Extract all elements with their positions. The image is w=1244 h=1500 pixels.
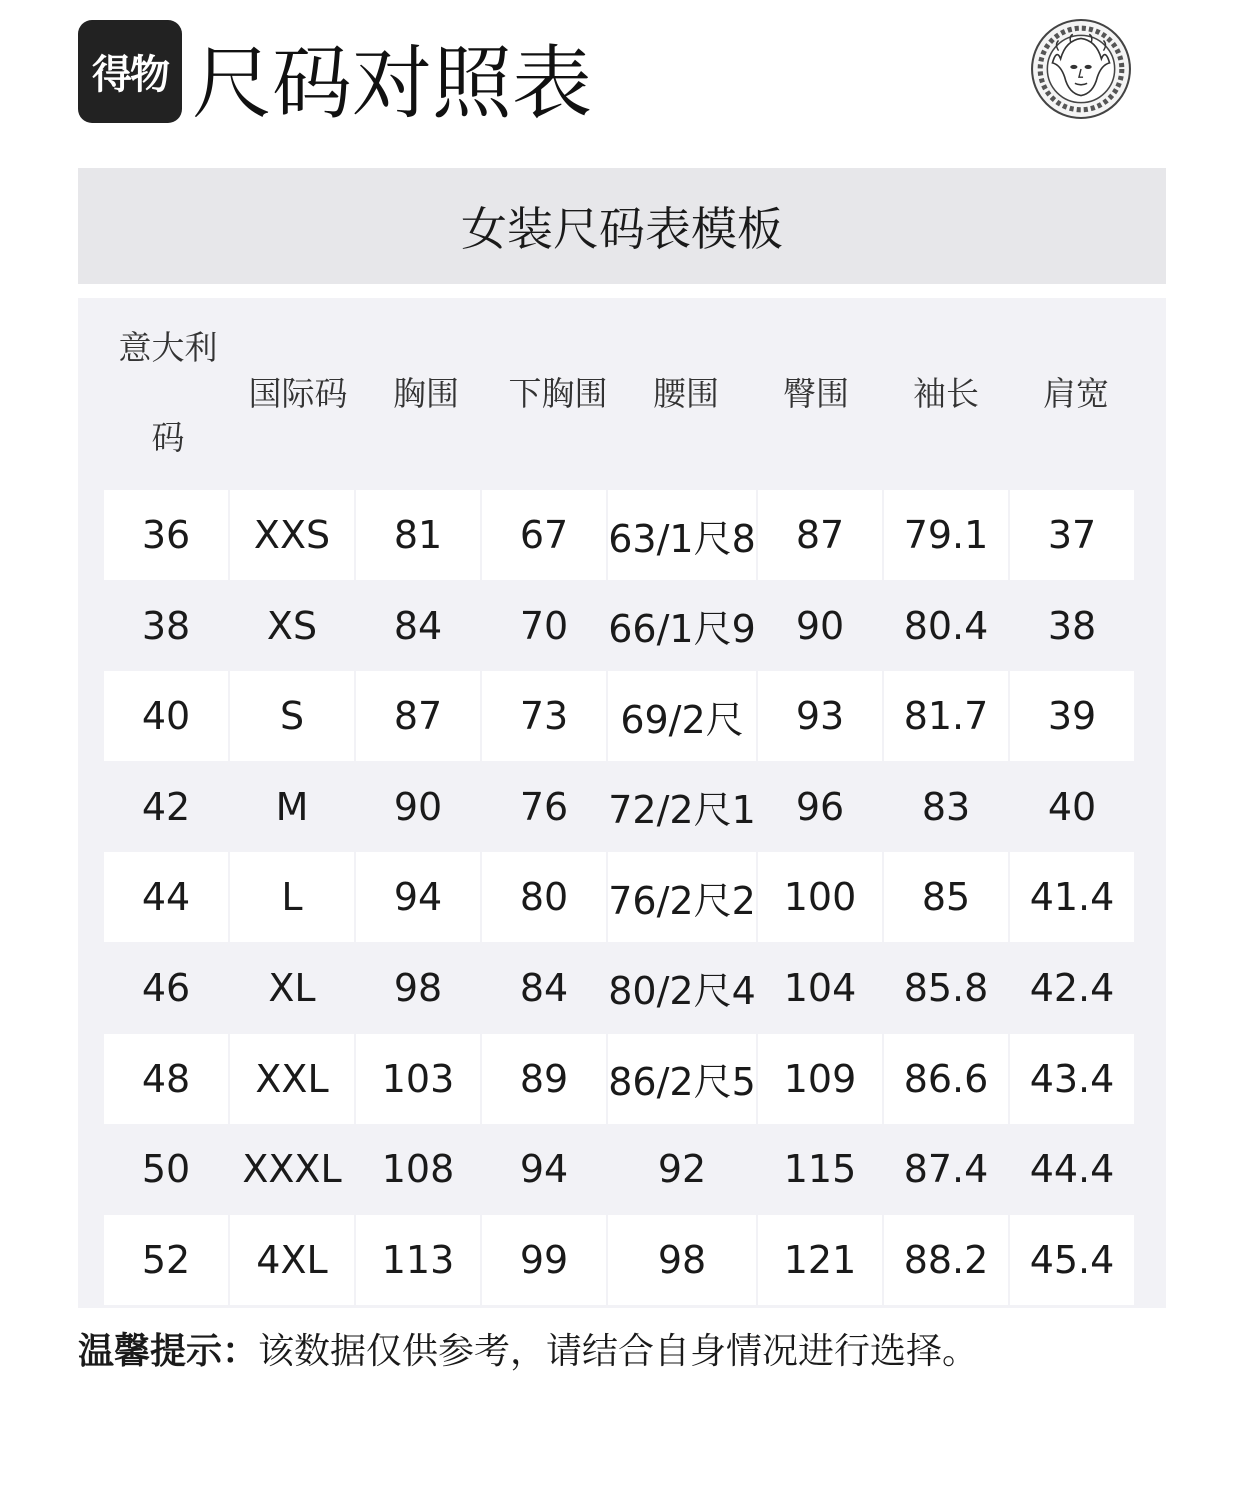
cell-underbust: 76: [519, 784, 569, 829]
cell-italian: 44: [104, 852, 228, 942]
cell-waist: 72/2尺1: [608, 788, 756, 833]
cell-bust: 94: [356, 852, 480, 942]
cell-sleeve: 88.2: [884, 1215, 1008, 1305]
cell-intl: XL: [268, 965, 316, 1010]
cell-shoulder: 42.4: [1029, 965, 1115, 1010]
cell-hip: 104: [783, 965, 857, 1010]
cell-italian: 38: [141, 603, 191, 648]
table-row: [104, 1124, 1138, 1214]
cell-shoulder: 40: [1047, 784, 1097, 829]
cell-hip: 109: [758, 1034, 882, 1124]
table-body: [104, 490, 1138, 1305]
cell-underbust: 73: [482, 671, 606, 761]
medusa-logo-icon: [1030, 18, 1132, 120]
cell-underbust: 67: [482, 490, 606, 580]
cell-italian: 36: [104, 490, 228, 580]
subtitle-bar: [78, 168, 1166, 284]
cell-underbust: 70: [519, 603, 569, 648]
cell-italian: 46: [141, 965, 191, 1010]
cell-waist: 69/2尺: [608, 671, 756, 761]
cell-sleeve: 87.4: [903, 1147, 989, 1192]
header-italian-line2: 码: [151, 418, 185, 457]
cell-italian: 42: [141, 784, 191, 829]
cell-intl: L: [230, 852, 354, 942]
header-cell-italian: [102, 326, 234, 460]
cell-intl: 4XL: [230, 1215, 354, 1305]
cell-waist: 92: [657, 1147, 707, 1192]
footer-label: 温馨提示：: [78, 1331, 259, 1372]
size-table: [78, 298, 1166, 1308]
cell-waist: 80/2尺4: [608, 969, 756, 1014]
cell-bust: 87: [356, 671, 480, 761]
cell-hip: 115: [783, 1147, 857, 1192]
footer-text: 该数据仅供参考，请结合自身情况进行选择。: [258, 1331, 979, 1372]
cell-waist: 66/1尺9: [608, 607, 756, 652]
table-row: [104, 762, 1138, 852]
cell-italian: 50: [141, 1147, 191, 1192]
cell-intl: XXL: [230, 1034, 354, 1124]
cell-intl: M: [275, 784, 309, 829]
header-italian-line1: 意大利: [118, 328, 218, 367]
cell-shoulder: 39: [1010, 671, 1134, 761]
cell-intl: XXS: [230, 490, 354, 580]
cell-italian: 52: [104, 1215, 228, 1305]
footer-note: [78, 1326, 978, 1378]
cell-bust: 113: [356, 1215, 480, 1305]
table-row: [104, 852, 1138, 942]
header-cell-hip: 臀围: [783, 374, 849, 413]
cell-underbust: 80: [482, 852, 606, 942]
cell-hip: 90: [795, 603, 845, 648]
cell-sleeve: 81.7: [884, 671, 1008, 761]
cell-shoulder: 43.4: [1010, 1034, 1134, 1124]
cell-bust: 98: [393, 965, 443, 1010]
cell-underbust: 89: [482, 1034, 606, 1124]
cell-shoulder: 45.4: [1010, 1215, 1134, 1305]
cell-sleeve: 85: [884, 852, 1008, 942]
cell-underbust: 99: [482, 1215, 606, 1305]
cell-shoulder: 37: [1010, 490, 1134, 580]
cell-hip: 96: [795, 784, 845, 829]
cell-underbust: 84: [519, 965, 569, 1010]
cell-sleeve: 83: [921, 784, 971, 829]
cell-underbust: 94: [519, 1147, 569, 1192]
header-cell-bust: 胸围: [393, 374, 459, 413]
cell-sleeve: 80.4: [903, 603, 989, 648]
header-cell-shoulder: 肩宽: [1043, 374, 1109, 413]
cell-bust: 103: [356, 1034, 480, 1124]
table-row: [104, 1215, 1138, 1305]
cell-hip: 93: [758, 671, 882, 761]
table-row: [104, 1034, 1138, 1124]
cell-bust: 108: [381, 1147, 455, 1192]
cell-shoulder: 41.4: [1010, 852, 1134, 942]
cell-bust: 81: [356, 490, 480, 580]
subtitle: 女装尺码表模板: [461, 202, 783, 256]
cell-waist: 98: [608, 1215, 756, 1305]
header-cell-underbust: 下胸围: [508, 374, 608, 413]
cell-shoulder: 44.4: [1029, 1147, 1115, 1192]
header-cell-waist: 腰围: [653, 374, 719, 413]
cell-waist: 76/2尺2: [608, 852, 756, 942]
cell-waist: 86/2尺5: [608, 1034, 756, 1124]
cell-sleeve: 85.8: [903, 965, 989, 1010]
table-row: [104, 490, 1138, 580]
cell-hip: 87: [758, 490, 882, 580]
cell-shoulder: 38: [1047, 603, 1097, 648]
app-logo: [78, 20, 182, 123]
cell-sleeve: 79.1: [884, 490, 1008, 580]
cell-sleeve: 86.6: [884, 1034, 1008, 1124]
header-cell-intl: 国际码: [248, 374, 348, 413]
table-row: [104, 581, 1138, 671]
cell-italian: 48: [104, 1034, 228, 1124]
cell-intl: S: [230, 671, 354, 761]
table-row: [104, 671, 1138, 761]
app-logo-text: 得物: [92, 52, 168, 98]
header-cell-sleeve: 袖长: [913, 374, 979, 413]
table-row: [104, 943, 1138, 1033]
cell-bust: 84: [393, 603, 443, 648]
cell-intl: XS: [266, 603, 318, 648]
cell-intl: XXXL: [242, 1147, 342, 1192]
cell-hip: 121: [758, 1215, 882, 1305]
cell-hip: 100: [758, 852, 882, 942]
cell-waist: 63/1尺8: [608, 490, 756, 580]
page-title: 尺码对照表: [192, 37, 592, 130]
cell-italian: 40: [104, 671, 228, 761]
cell-bust: 90: [393, 784, 443, 829]
